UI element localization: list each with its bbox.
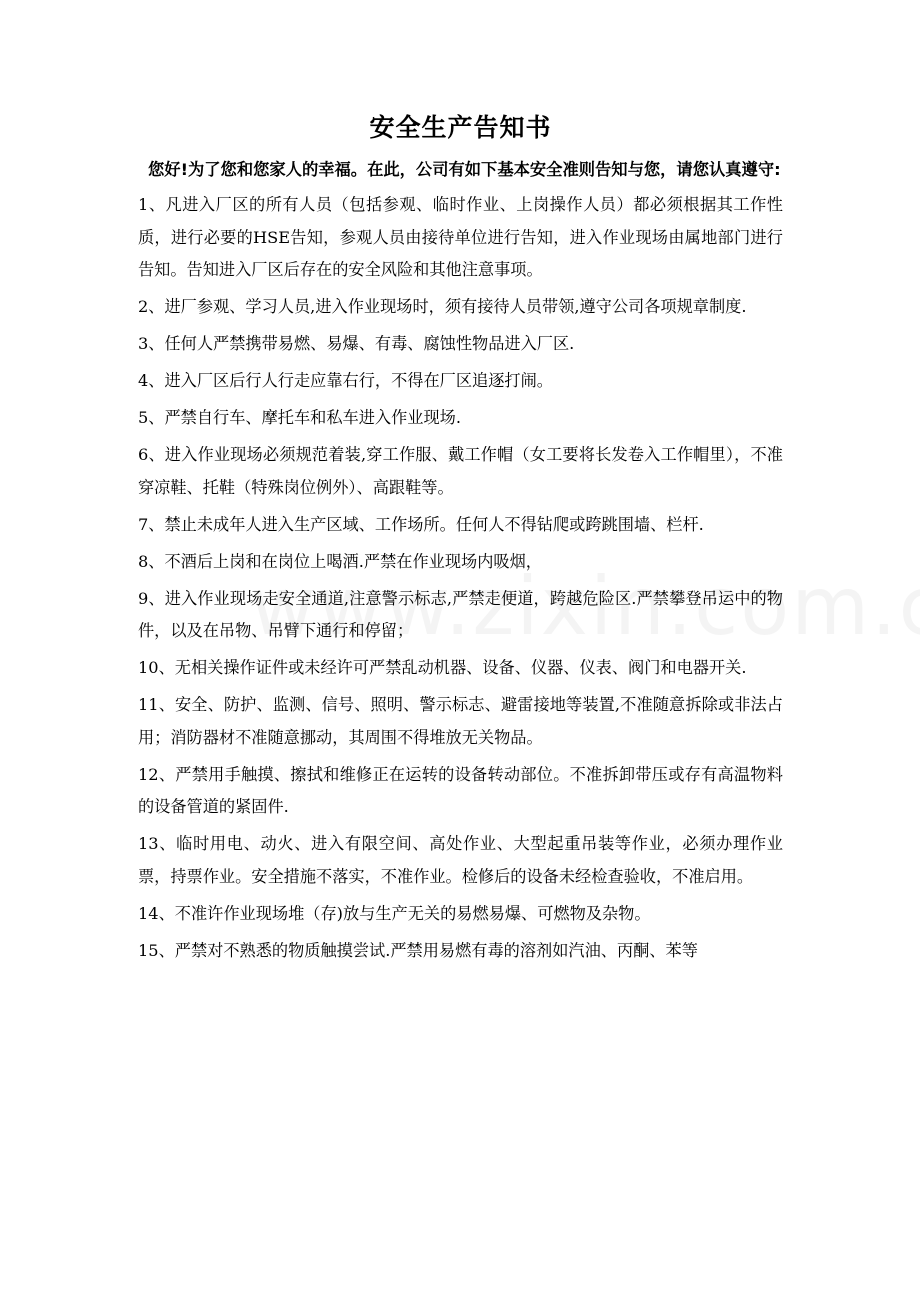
rule-item: 13、临时用电、动火、进入有限空间、高处作业、大型起重吊装等作业，必须办理作业票，持票作业。安全措施不落实，不准作业。检修后的设备未经检查验收，不准启用。 [138,834,783,886]
rule-item: 5、严禁自行车、摩托车和私车进入作业现场. [138,408,462,427]
rule-item: 3、任何人严禁携带易燃、易爆、有毒、腐蚀性物品进入厂区. [138,334,575,353]
document-title: 安全生产告知书 [369,113,552,142]
rule-item: 6、进入作业现场必须规范着装,穿工作服、戴工作帽（女工要将长发卷入工作帽里），不准穿凉鞋、托鞋（特殊岗位例外）、高跟鞋等。 [138,445,783,497]
rule-item: 9、进入作业现场走安全通道,注意警示标志,严禁走便道，跨越危险区.严禁攀登吊运中的物件，以及在吊物、吊臂下通行和停留； [138,588,783,640]
rule-item: 4、进入厂区后行人行走应靠右行，不得在厂区追逐打闹。 [138,371,553,390]
intro-paragraph: 您好!为了您和您家人的幸福。在此，公司有如下基本安全准则告知与您，请您认真遵守: [148,160,781,179]
rule-item: 7、禁止未成年人进入生产区域、工作场所。任何人不得钻爬或跨跳围墙、栏杆. [138,514,704,534]
rule-item: 12、严禁用手触摸、擦拭和维修正在运转的设备转动部位。不准拆卸带压或存有高温物料的设备管道的紧固件. [138,764,783,816]
document-page [138,108,783,972]
rule-item: 2、进厂参观、学习人员,进入作业现场时，须有接待人员带领,遵守公司各项规章制度. [138,297,747,316]
rule-item: 1、凡进入厂区的所有人员（包括参观、临时作业、上岗操作人员）都必须根据其工作性质，进行必要的HSE告知，参观人员由接待单位进行告知，进入作业现场由属地部门进行告知。告知进入厂区后存在的安全风险和其他注意事项。 [138,195,783,279]
rule-item: 11、安全、防护、监测、信号、照明、警示标志、避雷接地等装置,不准随意拆除或非法占用；消防器材不准随意挪动，其周围不得堆放无关物品。 [138,695,783,747]
rule-item: 8、不酒后上岗和在岗位上喝酒.严禁在作业现场内吸烟， [138,551,542,571]
rule-item: 14、不准许作业现场堆（存)放与生产无关的易燃易爆、可燃物及杂物。 [138,903,651,923]
rule-item: 10、无相关操作证件或未经许可严禁乱动机器、设备、仪器、仪表、阀门和电器开关. [138,658,747,677]
rule-item: 15、严禁对不熟悉的物质触摸尝试.严禁用易燃有毒的溶剂如汽油、丙酮、苯等 [138,940,698,960]
